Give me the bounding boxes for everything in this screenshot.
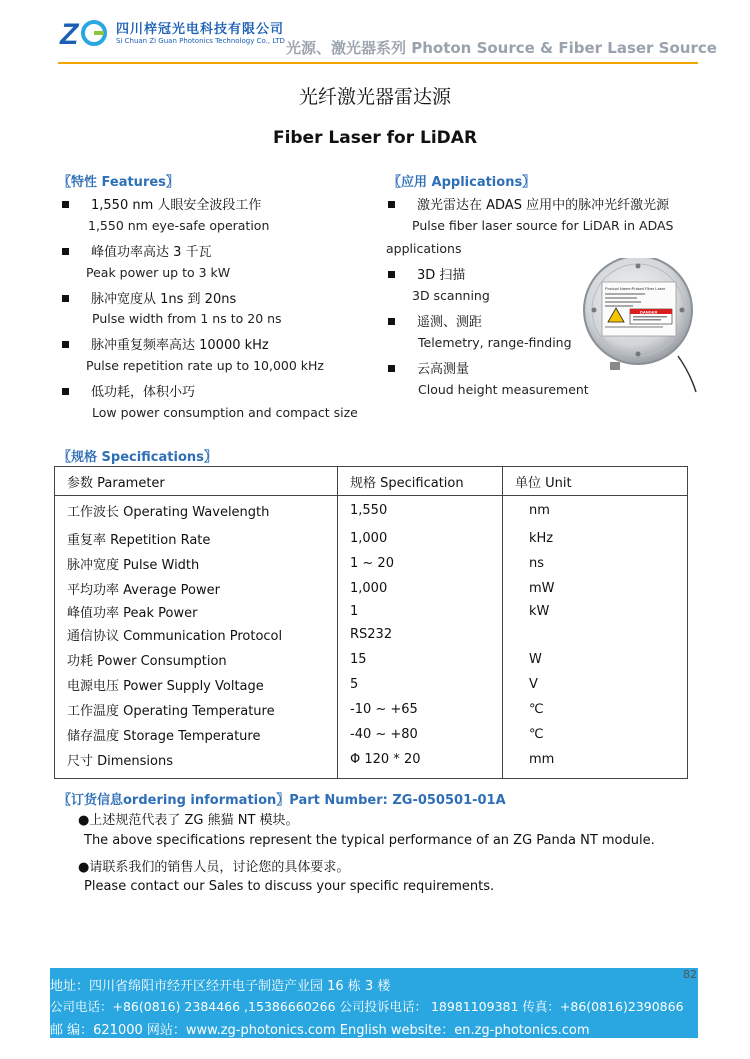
bullet-icon — [62, 341, 69, 348]
spec-cell: -40 ~ +80 — [338, 722, 503, 748]
application-item: 激光雷达在 ADAS 应用中的脉冲光纤激光源 — [388, 194, 669, 213]
param-cell: 平均功率 Average Power — [55, 576, 338, 601]
product-series: 光源、激光器系列 Photon Source & Fiber Laser Source — [286, 39, 717, 57]
bullet-icon — [388, 365, 395, 372]
param-cell: 工作温度 Operating Temperature — [55, 697, 338, 722]
spec-cell: RS232 — [338, 623, 503, 647]
application-item-en: Telemetry, range-finding — [418, 335, 572, 350]
unit-cell: ℃ — [503, 697, 688, 722]
application-item-en: Pulse fiber laser source for LiDAR in ADAS — [412, 218, 674, 233]
spec-cell: 1 — [338, 601, 503, 623]
unit-cell: kHz — [503, 526, 688, 551]
param-cell: 储存温度 Storage Temperature — [55, 722, 338, 748]
param-cell: 峰值功率 Peak Power — [55, 601, 338, 623]
table-row — [55, 697, 688, 722]
unit-cell: mW — [503, 576, 688, 601]
application-item-en: 3D scanning — [412, 288, 490, 303]
bullet-icon — [388, 318, 395, 325]
unit-cell: V — [503, 672, 688, 697]
bullet-icon — [388, 271, 395, 278]
unit-cell: W — [503, 647, 688, 672]
spec-cell: 1,000 — [338, 526, 503, 551]
company-name-cn: 四川梓冠光电科技有限公司 — [116, 22, 285, 37]
feature-item: 低功耗，体积小巧 — [62, 381, 195, 400]
bullet-icon — [62, 388, 69, 395]
table-row — [55, 623, 688, 647]
bullet-icon — [62, 295, 69, 302]
column-header-specification: 规格 Specification — [338, 467, 503, 496]
feature-item-en: Peak power up to 3 kW — [86, 265, 231, 280]
product-photo — [580, 258, 698, 393]
feature-item-en: Pulse width from 1 ns to 20 ns — [92, 311, 282, 326]
features-heading: 〖特性 Features〗 — [58, 175, 179, 190]
param-cell: 重复率 Repetition Rate — [55, 526, 338, 551]
param-cell: 工作波长 Operating Wavelength — [55, 496, 338, 526]
spec-cell: 1,550 — [338, 496, 503, 526]
spec-cell: 1 ~ 20 — [338, 551, 503, 576]
footer-contact: 邮 编：621000 网站：www.zg-photonics.com English website：en.zg-photonics.com — [50, 1023, 590, 1038]
company-name-en: Si Chuan Zi Guan Photonics Technology Co., LTD — [116, 37, 285, 45]
column-header-parameter: 参数 Parameter — [55, 467, 338, 496]
table-row — [55, 672, 688, 697]
param-cell: 尺寸 Dimensions — [55, 748, 338, 779]
unit-cell: mm — [503, 748, 688, 779]
application-item: 3D 扫描 — [388, 264, 465, 283]
application-item: 云高测量 — [388, 358, 469, 377]
svg-text:Z: Z — [60, 18, 79, 51]
param-cell: 功耗 Power Consumption — [55, 647, 338, 672]
note-2-en: Please contact our Sales to discuss your specific requirements. — [84, 879, 495, 894]
page-number: 82 — [683, 968, 697, 981]
feature-item: 1,550 nm 人眼安全波段工作 — [62, 194, 261, 213]
applications-heading: 〖应用 Applications〗 — [388, 175, 536, 190]
table-header-row — [55, 467, 688, 496]
feature-item-en: 1,550 nm eye-safe operation — [88, 218, 270, 233]
param-cell: 脉冲宽度 Pulse Width — [55, 551, 338, 576]
application-item-en-cont: applications — [386, 241, 462, 256]
feature-item: 脉冲重复频率高达 10000 kHz — [62, 334, 269, 353]
feature-item-en: Pulse repetition rate up to 10,000 kHz — [86, 358, 324, 373]
bullet-icon — [62, 201, 69, 208]
footer-address: 地址：四川省绵阳市经开区经开电子制造产业园 16 栋 3 楼 — [50, 979, 391, 994]
page-title-cn: 光纤激光器雷达源 — [298, 86, 451, 108]
table-row — [55, 647, 688, 672]
bullet-icon — [388, 201, 395, 208]
spec-cell: 1,000 — [338, 576, 503, 601]
specifications-table — [54, 466, 688, 779]
application-item: 遥测、测距 — [388, 311, 482, 330]
table-row — [55, 748, 688, 779]
header-divider — [58, 62, 698, 64]
table-row — [55, 722, 688, 748]
note-1-cn: ●上述规范代表了 ZG 熊猫 NT 模块。 — [78, 813, 299, 828]
spec-cell: 15 — [338, 647, 503, 672]
unit-cell: ns — [503, 551, 688, 576]
footer-phones: 公司电话：+86(0816) 2384466 ,15386660266 公司投诉电话： 18981109381 传真：+86(0816)2390866 — [50, 999, 684, 1014]
table-row — [55, 551, 688, 576]
param-cell: 电源电压 Power Supply Voltage — [55, 672, 338, 697]
table-row — [55, 576, 688, 601]
spec-cell: Φ 120 * 20 — [338, 748, 503, 779]
column-header-unit: 单位 Unit — [503, 467, 688, 496]
note-1-en: The above specifications represent the typical performance of an ZG Panda NT module. — [84, 833, 655, 848]
table-row — [55, 526, 688, 551]
ordering-heading: 〖订货信息ordering information〗Part Number: ZG-050501-01A — [58, 793, 506, 808]
product-label-text: Product Name:Pulsed Fiber Laser — [605, 286, 666, 291]
note-2-cn: ●请联系我们的销售人员，讨论您的具体要求。 — [78, 860, 350, 875]
spec-cell: -10 ~ +65 — [338, 697, 503, 722]
param-cell: 通信协议 Communication Protocol — [55, 623, 338, 647]
table-row — [55, 496, 688, 526]
page-title-en: Fiber Laser for LiDAR — [272, 128, 478, 148]
company-logo — [58, 14, 108, 54]
feature-item: 峰值功率高达 3 千瓦 — [62, 241, 212, 260]
specifications-heading: 〖规格 Specifications〗 — [58, 450, 217, 465]
unit-cell: kW — [503, 601, 688, 623]
feature-item: 脉冲宽度从 1ns 到 20ns — [62, 288, 236, 307]
spec-cell: 5 — [338, 672, 503, 697]
application-item-en: Cloud height measurement — [418, 382, 589, 397]
unit-cell: nm — [503, 496, 688, 526]
bullet-icon — [62, 248, 69, 255]
unit-cell: ℃ — [503, 722, 688, 748]
danger-label: DANGER — [640, 309, 658, 315]
feature-item-en: Low power consumption and compact size — [92, 405, 358, 420]
table-row — [55, 601, 688, 623]
unit-cell — [503, 623, 688, 647]
